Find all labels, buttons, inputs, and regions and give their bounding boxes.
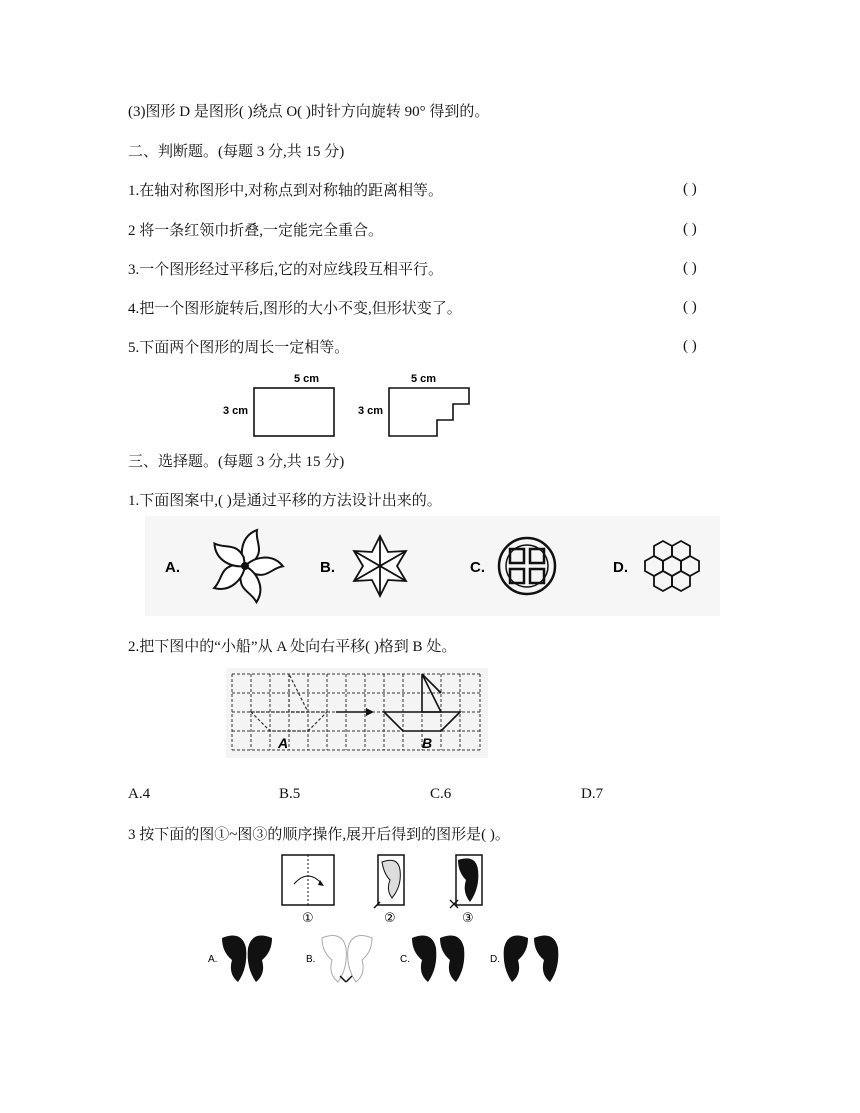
choice-q2-text: 2.把下图中的“小船”从 A 处向右平移( )格到 B 处。 — [128, 639, 457, 655]
q3-options-figure — [200, 930, 570, 990]
folding-steps-figure — [270, 850, 500, 925]
q2-option-d[interactable]: D.7 — [581, 786, 604, 802]
q1-option-a-label[interactable]: A. — [165, 559, 180, 576]
section3-heading: 三、选择题。(每题 3 分,共 15 分) — [128, 454, 345, 470]
boat-grid-figure — [226, 668, 488, 758]
q2-option-c[interactable]: C.6 — [430, 786, 452, 802]
choice-q3-text: 3 按下面的图①~图③的顺序操作,展开后得到的图形是( )。 — [128, 827, 510, 843]
judge-item-5: 5.下面两个图形的周长一定相等。 — [128, 340, 350, 356]
step3-label: ③ — [462, 910, 474, 925]
option-a-dolphins-icon — [222, 936, 272, 982]
left-height-label: 3 cm — [223, 405, 249, 417]
answer-paren-2[interactable]: ( ) — [683, 221, 697, 237]
option-d-dolphins-icon — [504, 936, 559, 982]
q3-option-a-label[interactable]: A. — [208, 954, 218, 965]
answer-paren-3[interactable]: ( ) — [683, 260, 697, 276]
answer-paren-1[interactable]: ( ) — [683, 181, 697, 197]
judge-item-2: 2 将一条红领巾折叠,一定能完全重合。 — [128, 223, 384, 239]
step1-folded-paper-icon — [282, 855, 334, 905]
answer-paren-4[interactable]: ( ) — [683, 299, 697, 315]
left-width-label: 5 cm — [294, 373, 320, 385]
grid-label-a: A — [278, 735, 289, 751]
q3-option-c-label[interactable]: C. — [400, 954, 410, 965]
q2-option-b[interactable]: B.5 — [279, 786, 301, 802]
choice-q1-text: 1.下面图案中,( )是通过平移的方法设计出来的。 — [128, 493, 442, 509]
stepped-shape — [389, 388, 469, 436]
rectangle-shape — [254, 388, 334, 436]
q1-option-b-label[interactable]: B. — [320, 559, 335, 576]
grid-label-b: B — [422, 735, 433, 751]
q1-options-figure — [145, 516, 720, 616]
right-width-label: 5 cm — [411, 373, 437, 385]
q3-line: (3)图形 D 是图形( )绕点 O( )时针方向旋转 90° 得到的。 — [128, 104, 490, 120]
step2-label: ② — [384, 910, 396, 925]
perimeter-figure — [215, 366, 485, 446]
q2-option-a[interactable]: A.4 — [128, 786, 151, 802]
judge-item-3: 3.一个图形经过平移后,它的对应线段互相平行。 — [128, 262, 444, 278]
q1-option-d-label[interactable]: D. — [613, 559, 628, 576]
judge-item-4: 4.把一个图形旋转后,图形的大小不变,但形状变了。 — [128, 301, 462, 317]
step2-drawn-dolphin-icon — [374, 855, 404, 908]
q3-option-b-label[interactable]: B. — [306, 954, 316, 965]
q3-option-d-label[interactable]: D. — [490, 954, 500, 965]
option-c-dolphins-icon — [412, 936, 464, 982]
option-b-dolphins-icon — [322, 936, 372, 982]
right-height-label: 3 cm — [358, 405, 384, 417]
step3-cut-dolphin-icon — [450, 855, 482, 908]
answer-paren-5[interactable]: ( ) — [683, 338, 697, 354]
q1-option-c-label[interactable]: C. — [470, 559, 485, 576]
step1-label: ① — [302, 910, 314, 925]
judge-item-1: 1.在轴对称图形中,对称点到对称轴的距离相等。 — [128, 183, 444, 199]
section2-heading: 二、判断题。(每题 3 分,共 15 分) — [128, 144, 345, 160]
